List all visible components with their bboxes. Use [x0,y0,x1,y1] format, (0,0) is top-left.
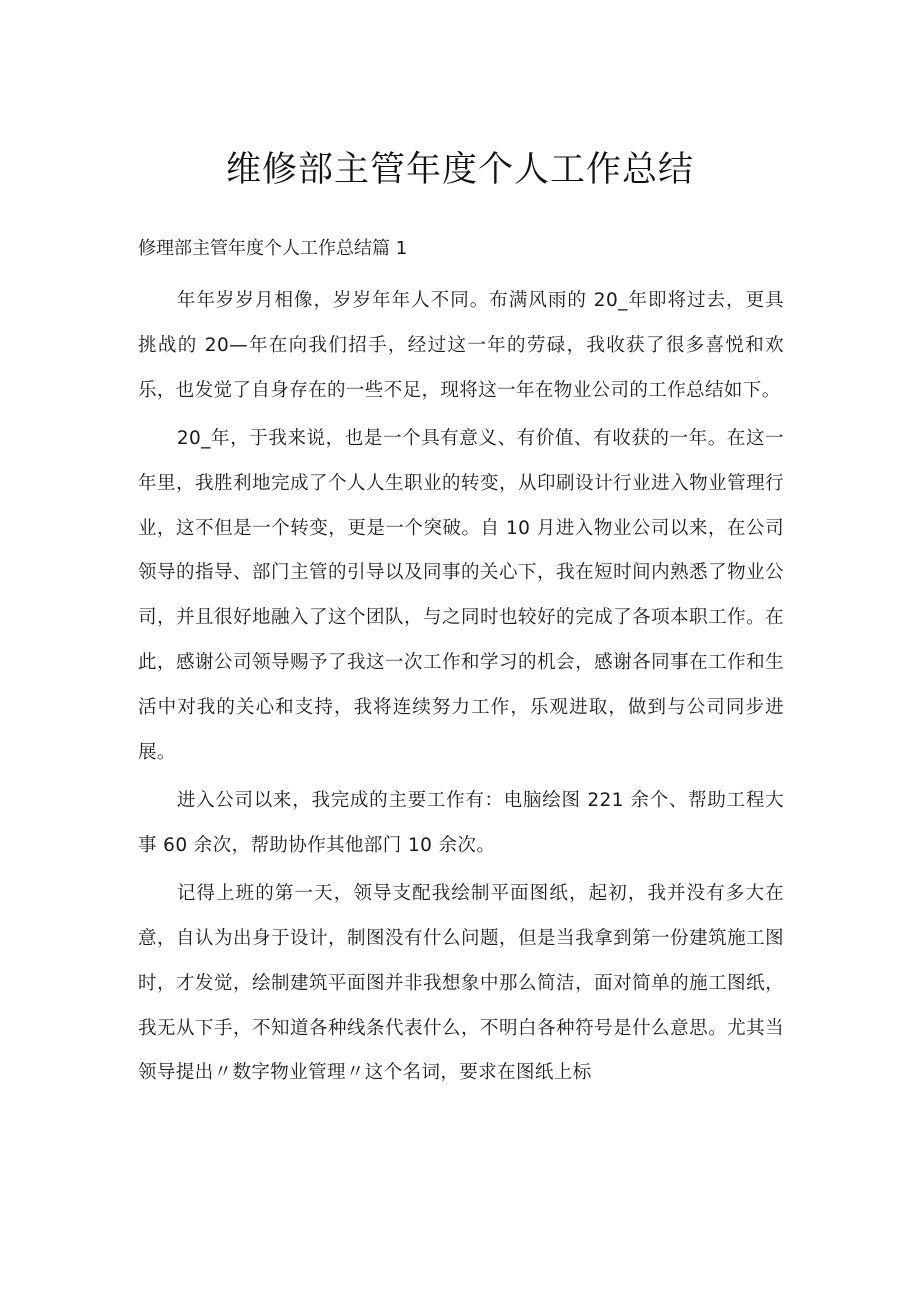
paragraph-4: 记得上班的第一天，领导支配我绘制平面图纸，起初，我并没有多大在意，自认为出身于设计，制图没有什么问题，但是当我拿到第一份建筑施工图时，才发觉，绘制建筑平面图并非我想象中那么简洁，面对简单的施工图纸，我无从下手，不知道各种线条代表什么，不明白各种符号是什么意思。尤其当领导提出〃数字物业管理〃这个名词，要求在图纸上标 [138,882,784,1084]
document-title: 维修部主管年度个人工作总结 [225,150,694,190]
document-body [138,279,784,1099]
section-heading: 修理部主管年度个人工作总结篇 1 [138,238,408,259]
paragraph-2: 20_年，于我来说，也是一个具有意义、有价值、有收获的一年。在这一年里，我胜利地完成了个人人生职业的转变，从印刷设计行业进入物业管理行业，这不但是一个转变，更是一个突破。自 10 月进入物业公司以来，在公司领导的指导、部门主管的引导以及同事的关心下，我在短时间内熟悉了物业公司，并且很好地融入了这个团队，与之同时也较好的完成了各项本职工作。在此，感谢公司领导赐予了我这一次工作和学习的机会，感谢各同事在工作和生活中对我的关心和支持，我将连续努力工作，乐观进取，做到与公司同步进展。 [138,427,784,764]
paragraph-3: 进入公司以来，我完成的主要工作有：电脑绘图 221 余个、帮助工程大事 60 余次，帮助协作其他部门 10 余次。 [138,789,784,856]
paragraph-1: 年年岁岁月相像，岁岁年年人不同。布满风雨的 20_年即将过去，更具挑战的 20—年在向我们招手，经过这一年的劳碌，我收获了很多喜悦和欢乐，也发觉了自身存在的一些不足，现将这一年在物业公司的工作总结如下。 [138,290,784,401]
